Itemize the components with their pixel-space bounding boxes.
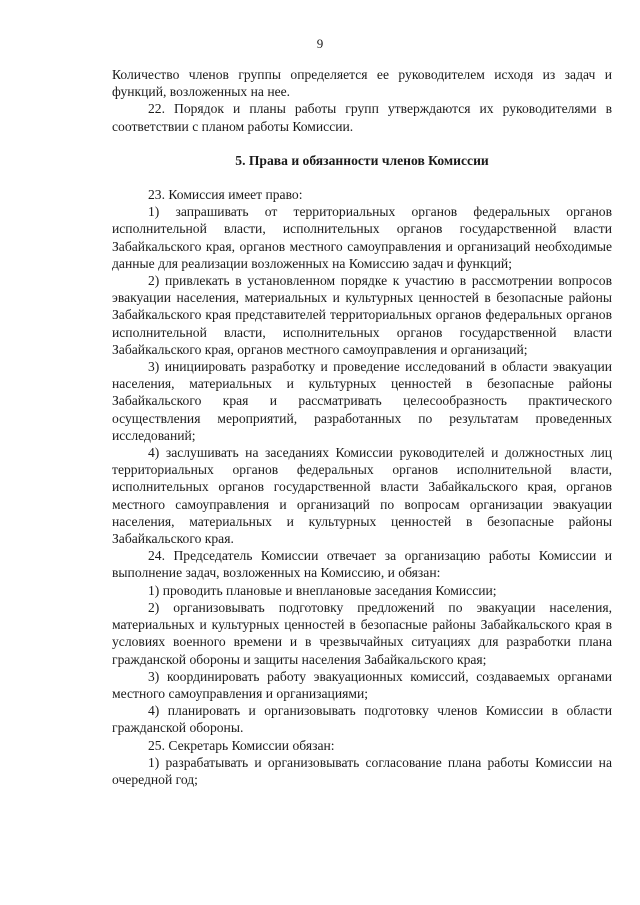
page-number: 9 (316, 36, 324, 51)
paragraph-23: 23. Комиссия имеет право: (148, 187, 303, 203)
paragraph-23-1: 1) запрашивать от территориальных органов федеральных органов исполнительной власти, исполнительных органов государственной власти Забайкальского края, органов местного самоуправления и организаций необходимые данные для реализации возложенных на Комиссию задач и функций; (112, 204, 612, 271)
paragraph-23-3: 3) инициировать разработку и проведение исследований в области эвакуации населения, материальных и культурных ценностей в безопасные районы Забайкальского края и рассматривать целесообразность практического осуществления мероприятий, разработанных по результатам проведенных исследований; (112, 359, 612, 443)
paragraph-23-2: 2) привлекать в установленном порядке к участию в рассмотрении вопросов эвакуации населения, материальных и культурных ценностей в безопасные районы Забайкальского края представителей территориальных органов федеральных органов исполнительной власти, исполнительных органов государственной власти Забайкальского края, органов местного самоуправления и организаций; (112, 273, 612, 357)
paragraph-25: 25. Секретарь Комиссии обязан: (148, 737, 335, 753)
paragraph-24-4: 4) планировать и организовывать подготовку членов Комиссии в области гражданской обороны. (112, 703, 612, 736)
paragraph-22: 22. Порядок и планы работы групп утверждаются их руководителями в соответствии с планом работы Комиссии. (112, 101, 612, 134)
paragraph-24-1: 1) проводить плановые и внеплановые заседания Комиссии; (148, 582, 497, 598)
document-body (112, 66, 612, 788)
paragraph-24-3: 3) координировать работу эвакуационных комиссий, создаваемых органами местного самоуправления и организациями; (112, 668, 612, 701)
paragraph-24: 24. Председатель Комиссии отвечает за организацию работы Комиссии и выполнение задач, возложенных на Комиссию, и обязан: (112, 548, 612, 581)
paragraph-25-1: 1) разрабатывать и организовывать согласование плана работы Комиссии на очередной год; (112, 754, 612, 787)
section-heading: 5. Права и обязанности членов Комиссии (235, 152, 489, 168)
paragraph-group-size: Количество членов группы определяется ее руководителем исходя из задач и функций, возложенных на нее. (112, 67, 612, 100)
paragraph-23-4: 4) заслушивать на заседаниях Комиссии руководителей и должностных лиц территориальных органов федеральных органов исполнительной власти, исполнительных органов государственной власти Забайкальского края, органов местного самоуправления и организаций по вопросам организации эвакуации населения, материальных и культурных ценностей в безопасные районы Забайкальского края. (112, 445, 612, 547)
paragraph-24-2: 2) организовывать подготовку предложений по эвакуации населения, материальных и культурных ценностей в безопасные районы Забайкальского края в условиях военного времени и в чрезвычайных ситуациях для разработки плана гражданской обороны и защиты населения Забайкальского края; (112, 599, 612, 667)
